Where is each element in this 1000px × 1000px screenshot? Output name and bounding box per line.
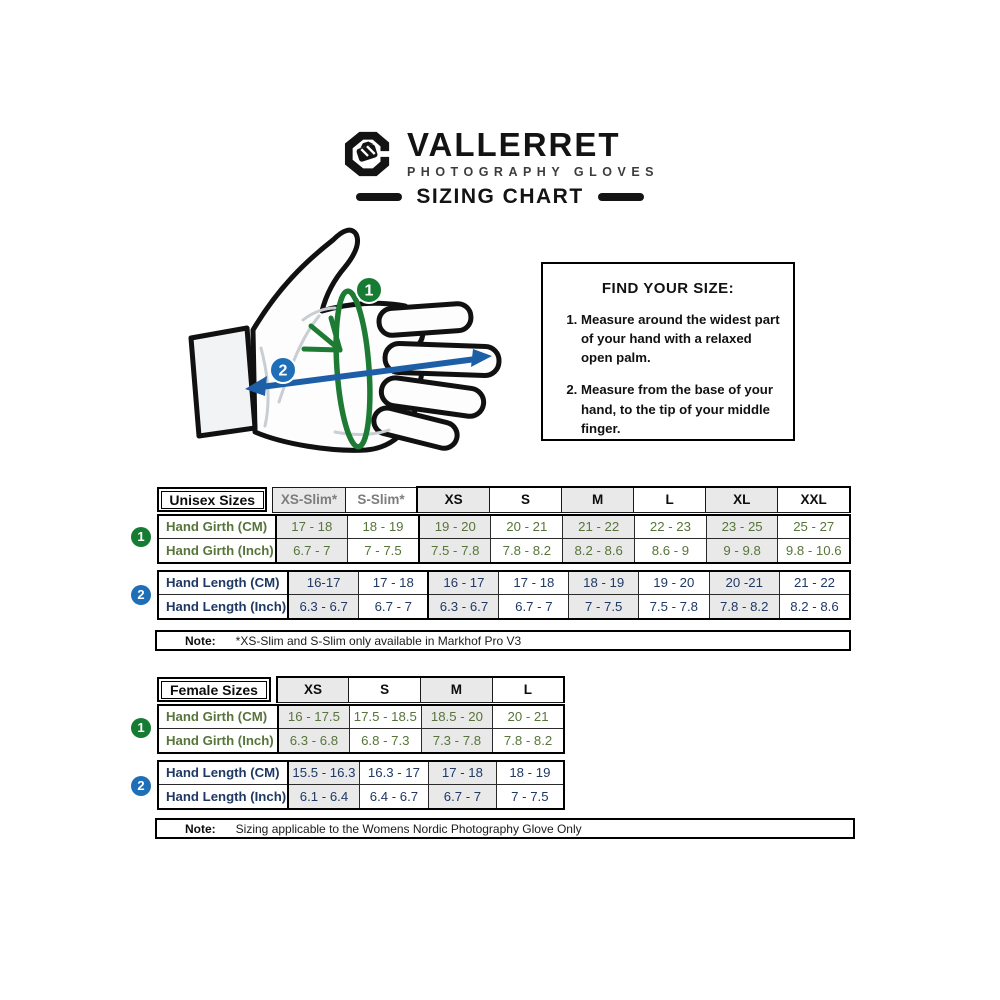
size-value: 25 - 27 bbox=[778, 515, 850, 539]
female_table-title: Female Sizes bbox=[161, 681, 268, 699]
size-value: 7.8 - 8.2 bbox=[493, 729, 564, 753]
size-value: 17 - 18 bbox=[276, 515, 348, 539]
row-label: Hand Girth (Inch) bbox=[158, 729, 278, 753]
size-value: 6.8 - 7.3 bbox=[349, 729, 421, 753]
row-label: Hand Girth (CM) bbox=[158, 515, 276, 539]
column-header: S bbox=[349, 677, 421, 702]
size-value: 16 - 17.5 bbox=[278, 705, 349, 729]
hand-measurement-figure bbox=[183, 220, 503, 458]
find-your-size-step: 1. Measure around the widest part of your hand with a relaxed open palm. bbox=[581, 310, 781, 367]
row-label: Hand Length (CM) bbox=[158, 761, 288, 785]
row-label: Hand Girth (Inch) bbox=[158, 539, 276, 563]
column-header: XS bbox=[277, 677, 349, 702]
size-value: 23 - 25 bbox=[706, 515, 778, 539]
find-your-size-steps bbox=[557, 310, 781, 438]
column-header: L bbox=[492, 677, 564, 702]
size-value: 6.3 - 6.8 bbox=[278, 729, 349, 753]
size-value: 19 - 20 bbox=[639, 571, 709, 595]
size-value: 18 - 19 bbox=[496, 761, 564, 785]
size-value: 6.7 - 7 bbox=[276, 539, 348, 563]
unisex_table-title-box bbox=[157, 487, 273, 512]
index-finger bbox=[378, 303, 472, 336]
size-value: 6.3 - 6.7 bbox=[288, 595, 358, 619]
column-header: XS bbox=[417, 487, 489, 512]
size-value: 17.5 - 18.5 bbox=[349, 705, 421, 729]
female-note bbox=[155, 818, 855, 839]
size-value: 7.3 - 7.8 bbox=[421, 729, 492, 753]
column-header: XXL bbox=[778, 487, 850, 512]
row-label: Hand Length (CM) bbox=[158, 571, 288, 595]
size-value: 7.5 - 7.8 bbox=[419, 539, 491, 563]
size-value: 20 - 21 bbox=[493, 705, 564, 729]
size-value: 6.7 - 7 bbox=[499, 595, 569, 619]
size-value: 16-17 bbox=[288, 571, 358, 595]
sizing-chart-title-row bbox=[0, 185, 1000, 209]
unisex-girth-marker: 1 bbox=[131, 527, 151, 547]
size-value: 9 - 9.8 bbox=[706, 539, 778, 563]
size-value: 15.5 - 16.3 bbox=[288, 761, 359, 785]
column-header: L bbox=[634, 487, 706, 512]
column-header: S-Slim* bbox=[345, 487, 417, 512]
unisex_table-title: Unisex Sizes bbox=[161, 491, 264, 509]
size-value: 8.2 - 8.6 bbox=[779, 595, 850, 619]
size-value: 17 - 18 bbox=[499, 571, 569, 595]
female-size-table bbox=[157, 676, 565, 810]
female-note-label: Note: bbox=[185, 821, 216, 836]
page-title: SIZING CHART bbox=[416, 185, 584, 208]
female_table-title-box bbox=[157, 677, 277, 702]
size-value: 9.8 - 10.6 bbox=[778, 539, 850, 563]
size-value: 6.7 - 7 bbox=[429, 785, 497, 809]
brand-header bbox=[0, 128, 1000, 179]
size-value: 7.8 - 8.2 bbox=[491, 539, 563, 563]
size-value: 20 -21 bbox=[709, 571, 779, 595]
female-length-marker: 2 bbox=[131, 776, 151, 796]
row-label: Hand Length (Inch) bbox=[158, 595, 288, 619]
row-label: Hand Girth (CM) bbox=[158, 705, 278, 729]
column-header: M bbox=[420, 677, 492, 702]
size-value: 6.1 - 6.4 bbox=[288, 785, 359, 809]
size-value: 20 - 21 bbox=[491, 515, 563, 539]
vallerret-logo-icon bbox=[341, 130, 395, 178]
unisex-note-label: Note: bbox=[185, 633, 216, 648]
size-value: 8.2 - 8.6 bbox=[563, 539, 635, 563]
size-value: 7 - 7.5 bbox=[347, 539, 419, 563]
female-note-text: Sizing applicable to the Womens Nordic Photography Glove Only bbox=[235, 821, 582, 836]
title-dash-right bbox=[598, 193, 644, 201]
column-header: S bbox=[489, 487, 561, 512]
size-value: 19 - 20 bbox=[419, 515, 491, 539]
size-value: 7 - 7.5 bbox=[496, 785, 564, 809]
female-girth-marker: 1 bbox=[131, 718, 151, 738]
unisex-note bbox=[155, 630, 851, 651]
brand-text bbox=[407, 128, 659, 179]
size-value: 6.4 - 6.7 bbox=[359, 785, 428, 809]
column-header: M bbox=[562, 487, 634, 512]
figure-length-marker bbox=[270, 357, 296, 383]
size-value: 8.6 - 9 bbox=[635, 539, 707, 563]
size-value: 21 - 22 bbox=[563, 515, 635, 539]
size-value: 22 - 23 bbox=[635, 515, 707, 539]
size-value: 17 - 18 bbox=[429, 761, 497, 785]
svg-text:1: 1 bbox=[364, 282, 374, 300]
find-your-size-heading: FIND YOUR SIZE: bbox=[601, 280, 735, 297]
svg-text:2: 2 bbox=[278, 362, 288, 380]
size-value: 6.7 - 7 bbox=[359, 595, 429, 619]
size-value: 7.5 - 7.8 bbox=[639, 595, 709, 619]
size-value: 16.3 - 17 bbox=[359, 761, 428, 785]
brand-name: VALLERRET bbox=[406, 126, 621, 163]
size-value: 16 - 17 bbox=[428, 571, 498, 595]
unisex-note-text: *XS-Slim and S-Slim only available in Markhof Pro V3 bbox=[235, 633, 522, 648]
size-value: 18 - 19 bbox=[347, 515, 419, 539]
size-value: 6.3 - 6.7 bbox=[428, 595, 498, 619]
row-label: Hand Length (Inch) bbox=[158, 785, 288, 809]
title-dash-left bbox=[356, 193, 402, 201]
column-header: XS-Slim* bbox=[273, 487, 345, 512]
column-header: XL bbox=[706, 487, 778, 512]
size-value: 18.5 - 20 bbox=[421, 705, 492, 729]
find-your-size-step: 2. Measure from the base of your hand, to the tip of your middle finger. bbox=[581, 380, 781, 437]
cuff bbox=[191, 328, 255, 436]
unisex-size-table bbox=[157, 486, 851, 620]
size-value: 17 - 18 bbox=[359, 571, 429, 595]
unisex-length-marker: 2 bbox=[131, 585, 151, 605]
size-value: 7 - 7.5 bbox=[569, 595, 639, 619]
size-value: 21 - 22 bbox=[779, 571, 850, 595]
figure-girth-marker bbox=[356, 277, 382, 303]
size-value: 18 - 19 bbox=[569, 571, 639, 595]
size-value: 7.8 - 8.2 bbox=[709, 595, 779, 619]
brand-tagline: PHOTOGRAPHY GLOVES bbox=[406, 165, 660, 179]
find-your-size-box bbox=[541, 262, 795, 441]
